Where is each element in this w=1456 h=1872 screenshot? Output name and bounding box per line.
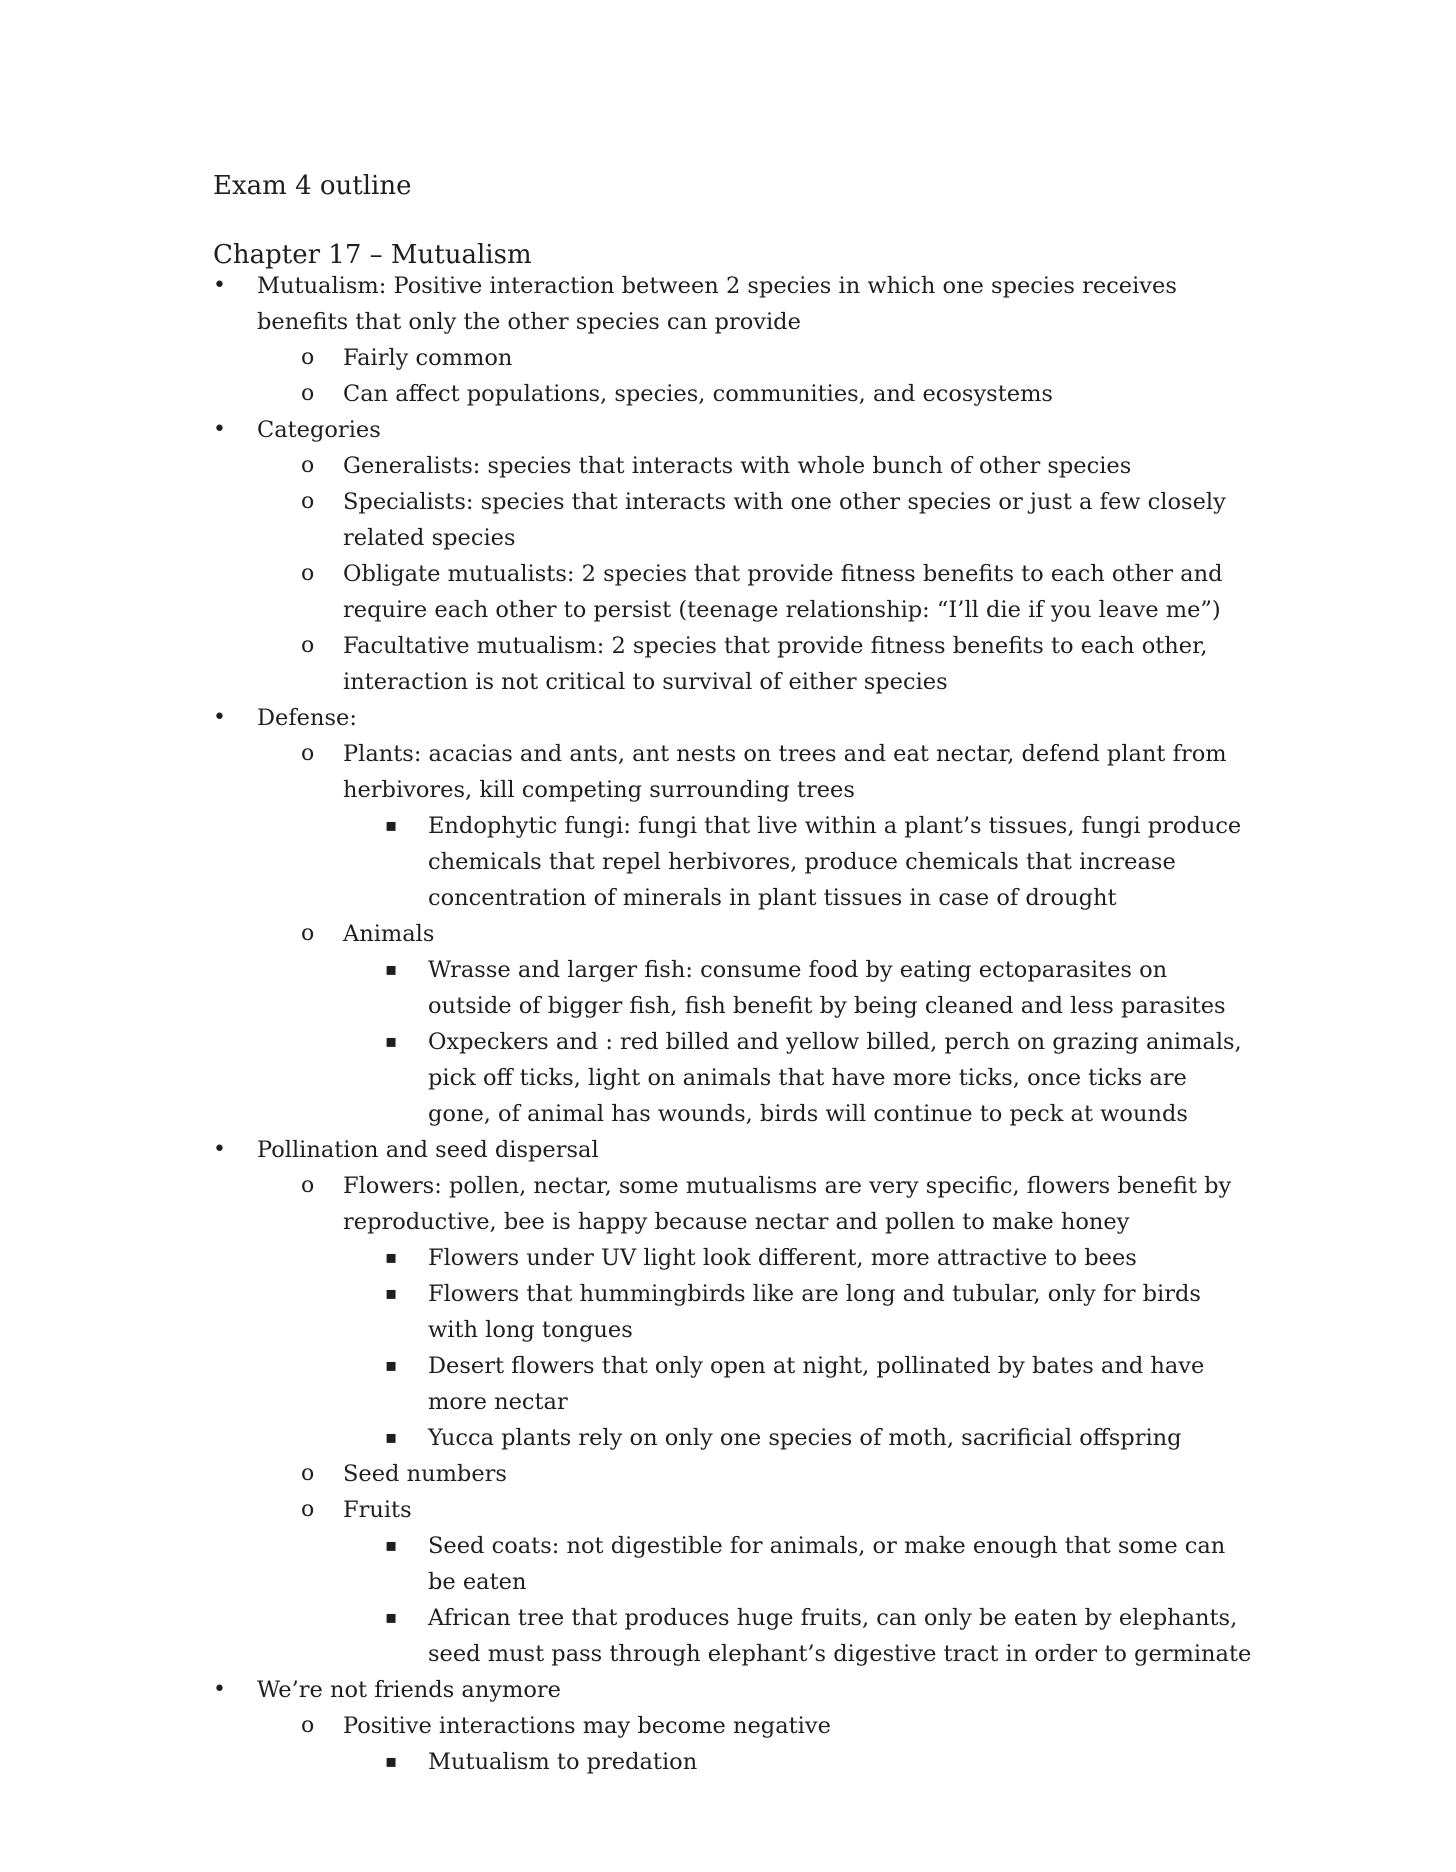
circle-bullet-icon: o	[301, 921, 315, 946]
bullet-icon: •	[213, 705, 226, 730]
circle-bullet-icon: o	[301, 381, 315, 406]
circle-bullet-icon: o	[301, 1173, 315, 1198]
square-bullet-icon: ▪	[385, 1751, 398, 1772]
circle-bullet-icon: o	[301, 1497, 315, 1522]
outline-item-text: African tree that produces huge fruits, can only be eaten by elephants, seed must pass through elephant’s digestive tract in order to germinate	[428, 1605, 1252, 1667]
outline-item-level3	[213, 1528, 1253, 1600]
outline-item-level3	[213, 952, 1253, 1024]
outline-item-level1	[213, 700, 1253, 736]
outline-item-level1	[213, 1132, 1253, 1168]
outline-item-level3	[213, 808, 1253, 916]
outline-item-level1	[213, 1672, 1253, 1708]
outline-item-text: Oxpeckers and : red billed and yellow billed, perch on grazing animals, pick off ticks, light on animals that have more ticks, once ticks are gone, of animal has wounds, birds will continue to peck at wounds	[428, 1029, 1242, 1127]
outline-list	[213, 268, 1253, 1780]
outline-item-text: Flowers that hummingbirds like are long and tubular, only for birds with long tongues	[428, 1281, 1201, 1343]
outline-item-text: Plants: acacias and ants, ant nests on trees and eat nectar, defend plant from herbivores, kill competing surrounding trees	[343, 741, 1227, 803]
outline-item-text: Categories	[257, 417, 381, 443]
outline-item-level2	[213, 484, 1253, 556]
outline-item-level2	[213, 1708, 1253, 1744]
bullet-icon: •	[213, 1677, 226, 1702]
square-bullet-icon: ▪	[385, 1427, 398, 1448]
outline-item-level2	[213, 628, 1253, 700]
outline-item-text: Seed coats: not digestible for animals, or make enough that some can be eaten	[428, 1533, 1226, 1595]
outline-item-text: Generalists: species that interacts with whole bunch of other species	[343, 453, 1132, 479]
outline-item-level3	[213, 1420, 1253, 1456]
circle-bullet-icon: o	[301, 741, 315, 766]
bullet-icon: •	[213, 417, 226, 442]
outline-item-text: Obligate mutualists: 2 species that provide fitness benefits to each other and require each other to persist (teenage relationship: “I’ll die if you leave me”)	[343, 561, 1223, 623]
outline-item-level1	[213, 268, 1253, 340]
outline-item-level3	[213, 1348, 1253, 1420]
square-bullet-icon: ▪	[385, 1031, 398, 1052]
outline-item-text: Facultative mutualism: 2 species that provide fitness benefits to each other, interaction is not critical to survival of either species	[343, 633, 1208, 695]
outline-item-level2	[213, 1456, 1253, 1492]
outline-item-level1	[213, 412, 1253, 448]
outline-item-text: Flowers: pollen, nectar, some mutualisms are very specific, flowers benefit by reproductive, bee is happy because nectar and pollen to make honey	[343, 1173, 1232, 1235]
square-bullet-icon: ▪	[385, 1607, 398, 1628]
bullet-icon: •	[213, 273, 226, 298]
outline-item-level3	[213, 1600, 1253, 1672]
circle-bullet-icon: o	[301, 633, 315, 658]
outline-item-text: Mutualism: Positive interaction between 2 species in which one species receives benefits that only the other species can provide	[257, 273, 1177, 335]
square-bullet-icon: ▪	[385, 1247, 398, 1268]
square-bullet-icon: ▪	[385, 1283, 398, 1304]
outline-item-text: Flowers under UV light look different, more attractive to bees	[428, 1245, 1137, 1271]
outline-item-level2	[213, 376, 1253, 412]
circle-bullet-icon: o	[301, 1461, 315, 1486]
circle-bullet-icon: o	[301, 489, 315, 514]
outline-item-text: Fruits	[343, 1497, 412, 1523]
outline-item-text: Animals	[343, 921, 435, 947]
outline-item-text: Yucca plants rely on only one species of moth, sacrificial offspring	[428, 1425, 1182, 1451]
outline-item-text: Positive interactions may become negative	[343, 1713, 831, 1739]
square-bullet-icon: ▪	[385, 959, 398, 980]
outline-item-text: Mutualism to predation	[428, 1749, 698, 1775]
outline-item-text: Seed numbers	[343, 1461, 507, 1487]
outline-item-text: We’re not friends anymore	[257, 1677, 561, 1703]
square-bullet-icon: ▪	[385, 1355, 398, 1376]
outline-item-text: Can affect populations, species, communities, and ecosystems	[343, 381, 1053, 407]
square-bullet-icon: ▪	[385, 815, 398, 836]
outline-item-level2	[213, 916, 1253, 952]
circle-bullet-icon: o	[301, 561, 315, 586]
circle-bullet-icon: o	[301, 1713, 315, 1738]
outline-item-text: Defense:	[257, 705, 357, 731]
chapter-heading: Chapter 17 – Mutualism	[213, 240, 532, 270]
square-bullet-icon: ▪	[385, 1535, 398, 1556]
outline-item-level3	[213, 1024, 1253, 1132]
outline-item-level2	[213, 736, 1253, 808]
outline-item-level2	[213, 556, 1253, 628]
outline-item-level3	[213, 1744, 1253, 1780]
outline-item-text: Specialists: species that interacts with one other species or just a few closely related species	[343, 489, 1226, 551]
circle-bullet-icon: o	[301, 453, 315, 478]
outline-item-text: Pollination and seed dispersal	[257, 1137, 599, 1163]
document-title: Exam 4 outline	[213, 171, 412, 201]
bullet-icon: •	[213, 1137, 226, 1162]
outline-item-text: Endophytic fungi: fungi that live within a plant’s tissues, fungi produce chemicals that repel herbivores, produce chemicals that increase concentration of minerals in plant tissues in case of drought	[428, 813, 1242, 911]
outline-item-level2	[213, 448, 1253, 484]
circle-bullet-icon: o	[301, 345, 315, 370]
outline-item-text: Desert flowers that only open at night, pollinated by bates and have more nectar	[428, 1353, 1205, 1415]
outline-item-text: Wrasse and larger fish: consume food by eating ectoparasites on outside of bigger fish, fish benefit by being cleaned and less parasites	[428, 957, 1226, 1019]
outline-item-level2	[213, 1168, 1253, 1240]
outline-item-level3	[213, 1240, 1253, 1276]
outline-item-level3	[213, 1276, 1253, 1348]
outline-item-level2	[213, 1492, 1253, 1528]
outline-item-text: Fairly common	[343, 345, 513, 371]
outline-item-level2	[213, 340, 1253, 376]
